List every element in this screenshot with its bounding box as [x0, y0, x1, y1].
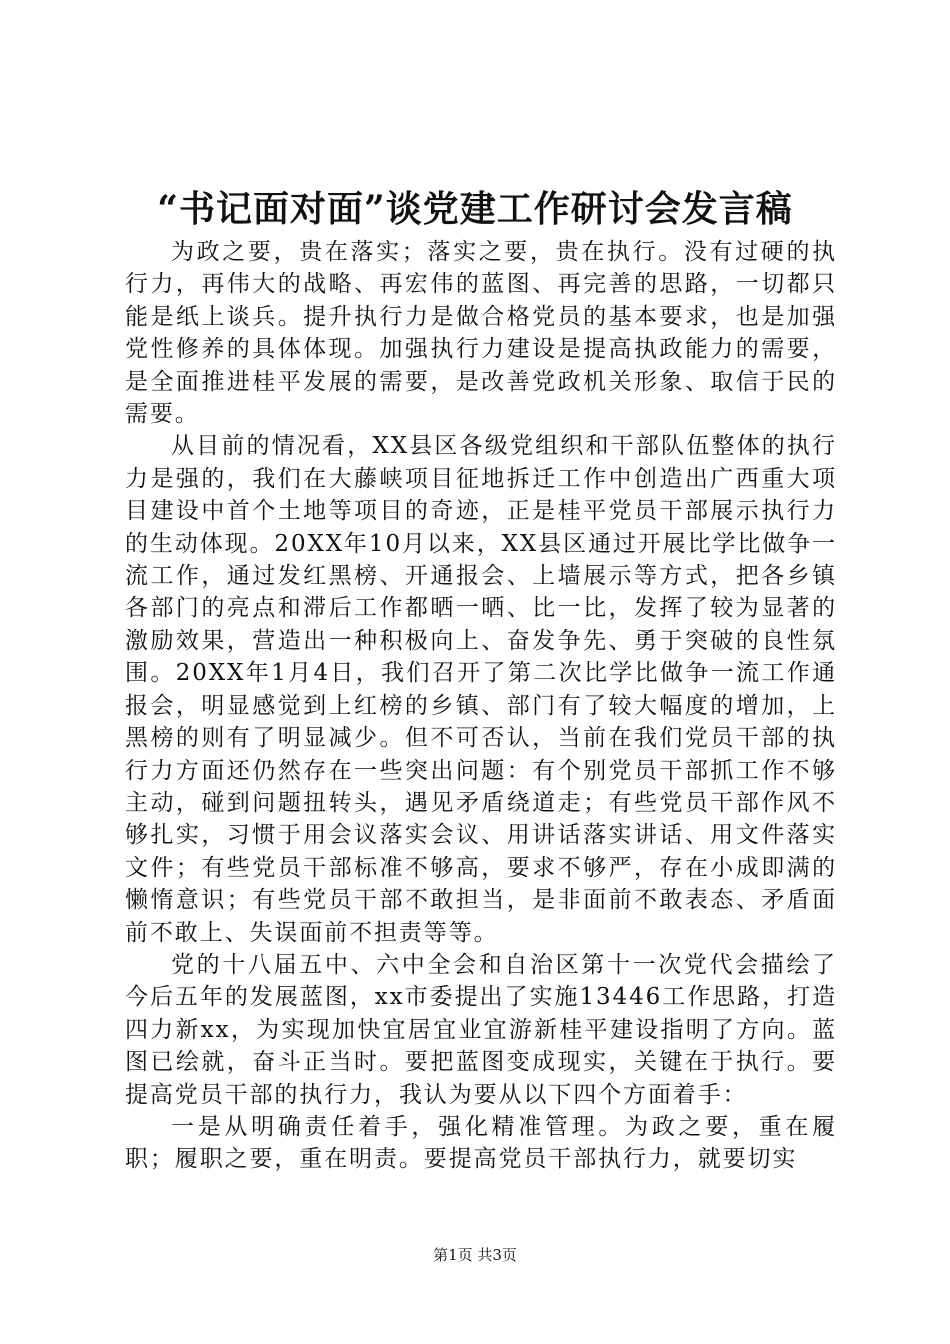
- document-body: [125, 236, 837, 1176]
- body-paragraph: 从目前的情况看，XX县区各级党组织和干部队伍整体的执行力是强的，我们在大藤峡项目征地拆迁工作中创造出广西重大项目建设中首个土地等项目的奇迹，正是桂平党员干部展示执行力的生动体现。20XX年10月以来，XX县区通过开展比学比做争一流工作，通过发红黑榜、开通报会、上墙展示等方式，把各乡镇各部门的亮点和滞后工作都晒一晒、比一比，发挥了较为显著的激励效果，营造出一种积极向上、奋发争先、勇于突破的良性氛围。20XX年1月4日，我们召开了第二次比学比做争一流工作通报会，明显感觉到上红榜的乡镇、部门有了较大幅度的增加，上黑榜的则有了明显减少。但不可否认，当前在我们党员干部的执行力方面还仍然存在一些突出问题：有个别党员干部抓工作不够主动，碰到问题扭转头，遇见矛盾绕道走；有些党员干部作风不够扎实，习惯于用会议落实会议、用讲话落实讲话、用文件落实文件；有些党员干部标准不够高，要求不够严，存在小成即满的懒惰意识；有些党员干部不敢担当，是非面前不敢表态、矛盾面前不敢上、失误面前不担责等等。: [125, 433, 837, 946]
- page-number: 第1页 共3页: [433, 1246, 517, 1264]
- document-title: “书记面对面”谈党建工作研讨会发言稿: [157, 188, 793, 230]
- body-paragraph: 为政之要，贵在落实；落实之要，贵在执行。没有过硬的执行力，再伟大的战略、再宏伟的蓝图、再完善的思路，一切都只能是纸上谈兵。提升执行力是做合格党员的基本要求，也是加强党性修养的具体体现。加强执行力建设是提高执政能力的需要，是全面推进桂平发展的需要，是改善党政机关形象、取信于民的需要。: [125, 239, 837, 428]
- body-paragraph: 党的十八届五中、六中全会和自治区第十一次党代会描绘了今后五年的发展蓝图，xx市委提出了实施13446工作思路，打造四力新xx，为实现加快宜居宜业宜游新桂平建设指明了方向。蓝图已绘就，奋斗正当时。要把蓝图变成现实，关键在于执行。要提高党员干部的执行力，我认为要从以下四个方面着手：: [125, 951, 837, 1108]
- page-footer: [0, 1245, 950, 1265]
- body-paragraph: 一是从明确责任着手，强化精准管理。为政之要，重在履职；履职之要，重在明责。要提高党员干部执行力，就要切实: [125, 1113, 837, 1173]
